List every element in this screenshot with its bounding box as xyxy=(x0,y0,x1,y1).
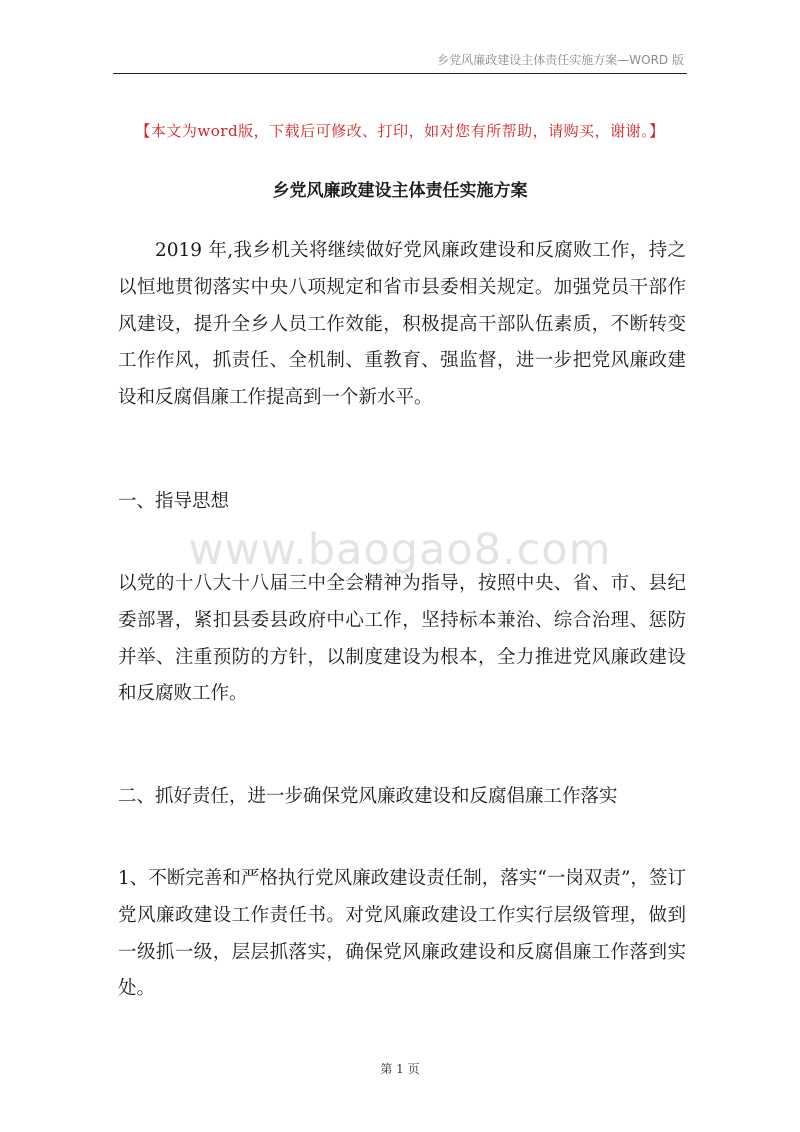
list-item-1: 1、不断完善和严格执行党风廉政建设责任制，落实“一岗双责”，签订党风廉政建设工作责任书。对党风廉政建设工作实行层级管理，做到一级抓一级，层层抓落实，确保党风廉政建设和反腐倡廉工作落到实处。 xyxy=(118,868,686,1000)
watermark: www.baogao8.com xyxy=(188,525,612,575)
page-number: 第 1 页 xyxy=(380,1062,420,1076)
document-title: 乡党风廉政建设主体责任实施方案 xyxy=(272,181,528,201)
intro-paragraph: 2019 年,我乡机关将继续做好党风廉政建设和反腐败工作，持之以恒地贯彻落实中央八项规定和省市县委相关规定。加强党员干部作风建设，提升全乡人员工作效能，积极提高干部队伍素质，不断转变工作作风，抓责任、全机制、重教育、强监督，进一步把党风廉政建设和反腐倡廉工作提高到一个新水平。 xyxy=(118,240,686,409)
header-title: 乡党风廉政建设主体责任实施方案—WORD 版 xyxy=(437,53,684,67)
guiding-paragraph: 以党的十八大十八届三中全会精神为指导，按照中央、省、市、县纪委部署，紧扣县委县政府中心工作，坚持标本兼治、综合治理、惩防并举、注重预防的方针，以制度建设为根本，全力推进党风廉政建设和反腐败工作。 xyxy=(118,573,686,705)
section-heading-guiding: 一、指导思想 xyxy=(118,491,230,512)
section-heading-responsibility: 二、抓好责任，进一步确保党风廉政建设和反腐倡廉工作落实 xyxy=(118,786,618,807)
purchase-notice: 【本文为word版，下载后可修改、打印，如对您有所帮助，请购买，谢谢。】 xyxy=(135,122,665,140)
header-divider xyxy=(113,73,687,74)
